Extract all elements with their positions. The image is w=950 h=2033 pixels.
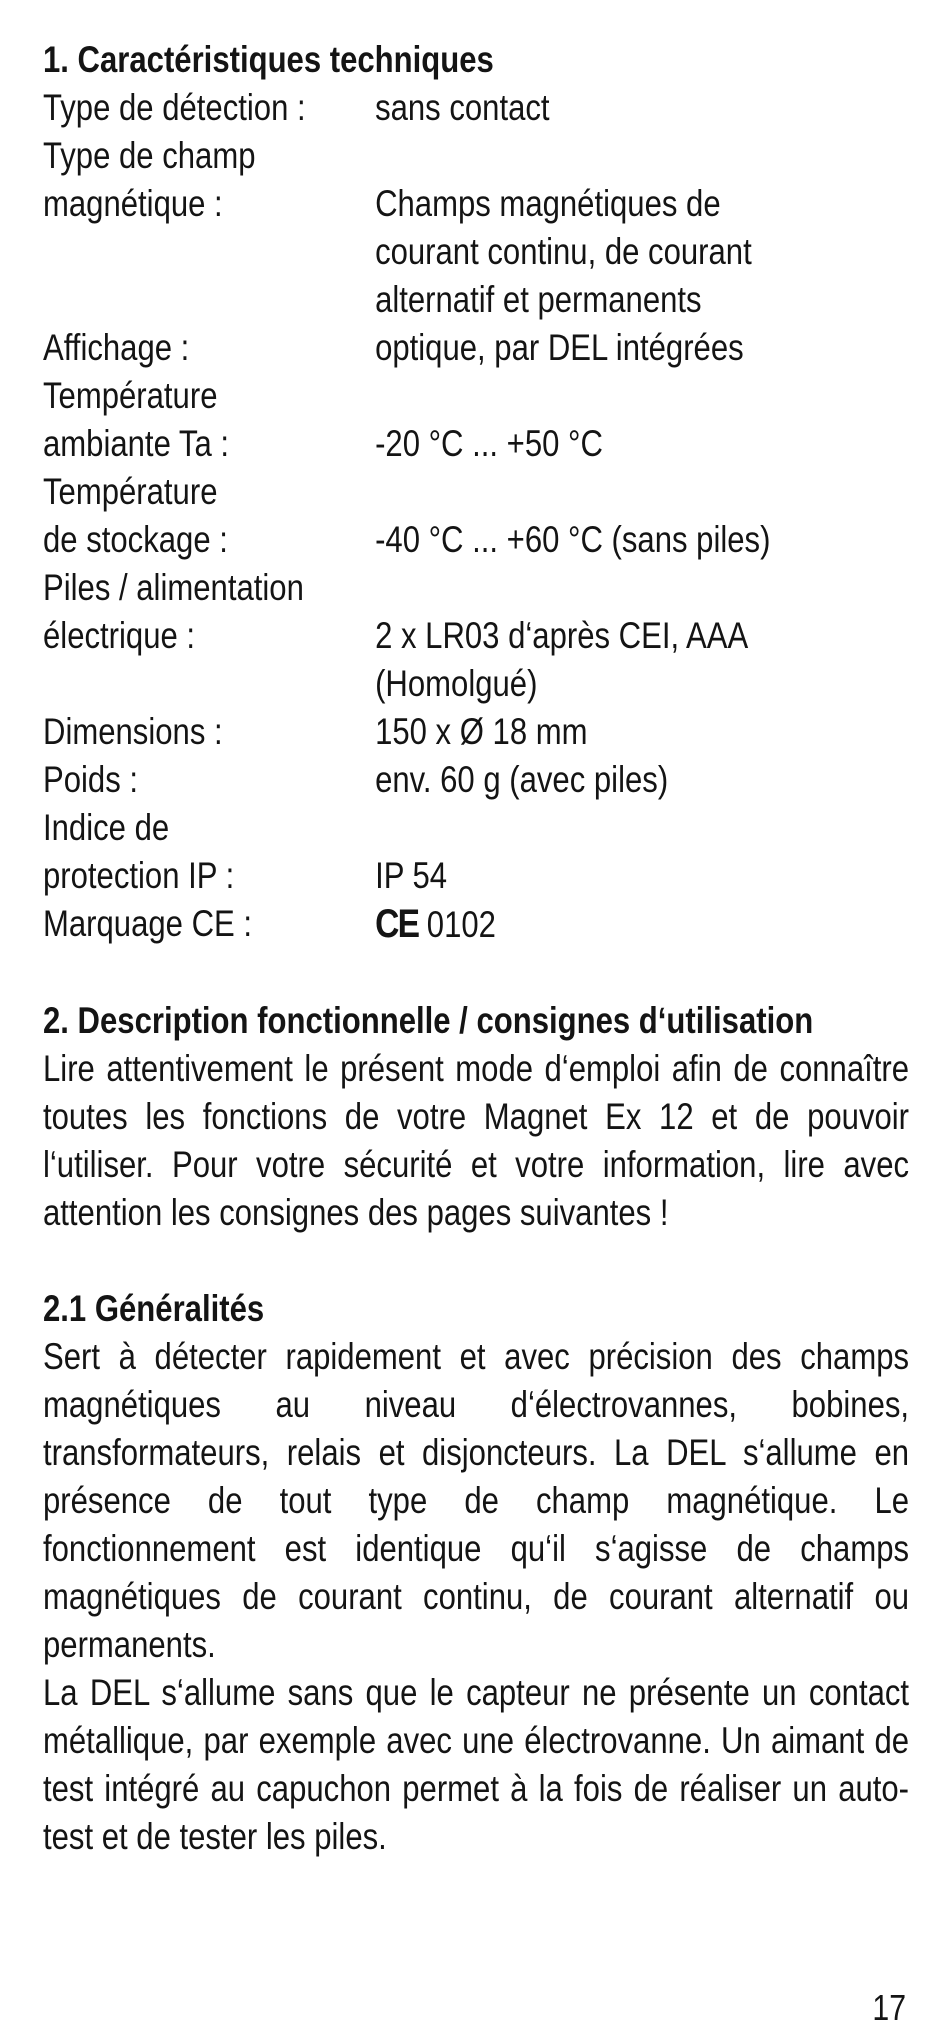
spec-value-line: -20 °C ... +50 °C	[375, 423, 603, 464]
spec-value-line: 150 x Ø 18 mm	[375, 711, 588, 752]
page-number: 17	[872, 1987, 906, 2028]
spec-value-line	[375, 804, 770, 852]
section2-paragraph: Lire attentivement le présent mode d‘emploi afin de connaître toutes les fonctions de votre Magnet Ex 12 et de pouvoir l‘utiliser. Pour votre sécurité et votre information, lire avec attention les consignes des pages suivantes !	[43, 1048, 910, 1233]
spec-label-line: Température	[43, 375, 218, 416]
document-page	[43, 36, 910, 1861]
spec-label	[43, 372, 375, 468]
spec-value-line	[375, 372, 770, 420]
spec-value	[375, 900, 770, 949]
ce-mark-icon: CE	[375, 902, 419, 946]
spec-label-line: Température	[43, 471, 218, 512]
spec-value-line: optique, par DEL intégrées	[375, 327, 744, 368]
spec-label	[43, 324, 375, 372]
spec-value-line	[375, 132, 770, 180]
spec-value	[375, 756, 770, 804]
spec-value	[375, 324, 770, 372]
spec-label-line: Poids :	[43, 759, 139, 800]
spec-value	[375, 804, 770, 900]
section2-heading: 2. Description fonctionnelle / consignes d‘utilisation	[43, 1000, 814, 1041]
spec-label	[43, 564, 375, 708]
ce-number: 0102	[426, 904, 496, 945]
spec-label-line: magnétique :	[43, 183, 223, 224]
spec-label	[43, 804, 375, 900]
section21-paragraph-1: Sert à détecter rapidement et avec précision des champs magnétiques au niveau d‘électrovannes, bobines, transformateurs, relais et disjoncteurs. La DEL s‘allume en présence de tout type de champ magnétique. Le fonctionnement est identique qu‘il s‘agisse de champs magnétiques de courant continu, de courant alternatif ou permanents.	[43, 1336, 910, 1665]
spec-label	[43, 84, 375, 132]
spec-label: Marquage CE :	[43, 903, 253, 944]
spec-label-line: Type de détection :	[43, 87, 306, 128]
spec-label-line: Affichage :	[43, 327, 190, 368]
spec-row	[43, 564, 770, 708]
spec-label-line: Type de champ	[43, 135, 256, 176]
spec-label	[43, 708, 375, 756]
spec-row-ce	[43, 900, 770, 949]
spec-value	[375, 708, 770, 756]
spec-row	[43, 804, 770, 900]
spec-value-line: 2 x LR03 d‘après CEI, AAA	[375, 615, 749, 656]
spec-label-line: protection IP :	[43, 855, 235, 896]
spec-value-line: (Homolgué)	[375, 663, 538, 704]
spec-value-line	[375, 564, 770, 612]
spec-value-line: sans contact	[375, 87, 550, 128]
spec-row	[43, 84, 770, 132]
spec-label-line: Indice de	[43, 807, 170, 848]
spec-label	[43, 132, 375, 324]
spec-value-line: Champs magnétiques de	[375, 183, 721, 224]
spec-row	[43, 132, 770, 324]
spec-row	[43, 324, 770, 372]
spec-label-line: ambiante Ta :	[43, 423, 230, 464]
spec-value	[375, 372, 770, 468]
spec-row	[43, 756, 770, 804]
section1-heading: 1. Caractéristiques techniques	[43, 39, 494, 80]
spec-value	[375, 84, 770, 132]
spec-label	[43, 468, 375, 564]
spec-row	[43, 468, 770, 564]
spec-value-line: alternatif et permanents	[375, 279, 702, 320]
spec-label-line: Piles / alimentation	[43, 567, 304, 608]
spec-value-line: -40 °C ... +60 °C (sans piles)	[375, 519, 771, 560]
spec-value	[375, 132, 770, 324]
spec-value	[375, 564, 770, 708]
specs-table	[43, 84, 770, 949]
spec-value-line	[375, 468, 770, 516]
spec-value-line: env. 60 g (avec piles)	[375, 759, 669, 800]
section21-paragraph-2: La DEL s‘allume sans que le capteur ne présente un contact métallique, par exemple avec une électrovanne. Un aimant de test intégré au capuchon permet à la fois de réaliser un auto-test et de tester les piles.	[43, 1672, 910, 1857]
spec-label	[43, 756, 375, 804]
spec-label-line: Dimensions :	[43, 711, 223, 752]
spec-value-line: courant continu, de courant	[375, 231, 752, 272]
spec-row	[43, 372, 770, 468]
spec-label-line: électrique :	[43, 615, 196, 656]
section21-heading: 2.1 Généralités	[43, 1288, 265, 1329]
spec-label-line: de stockage :	[43, 519, 228, 560]
spec-value	[375, 468, 770, 564]
spec-value-line: IP 54	[375, 855, 448, 896]
spec-row	[43, 708, 770, 756]
